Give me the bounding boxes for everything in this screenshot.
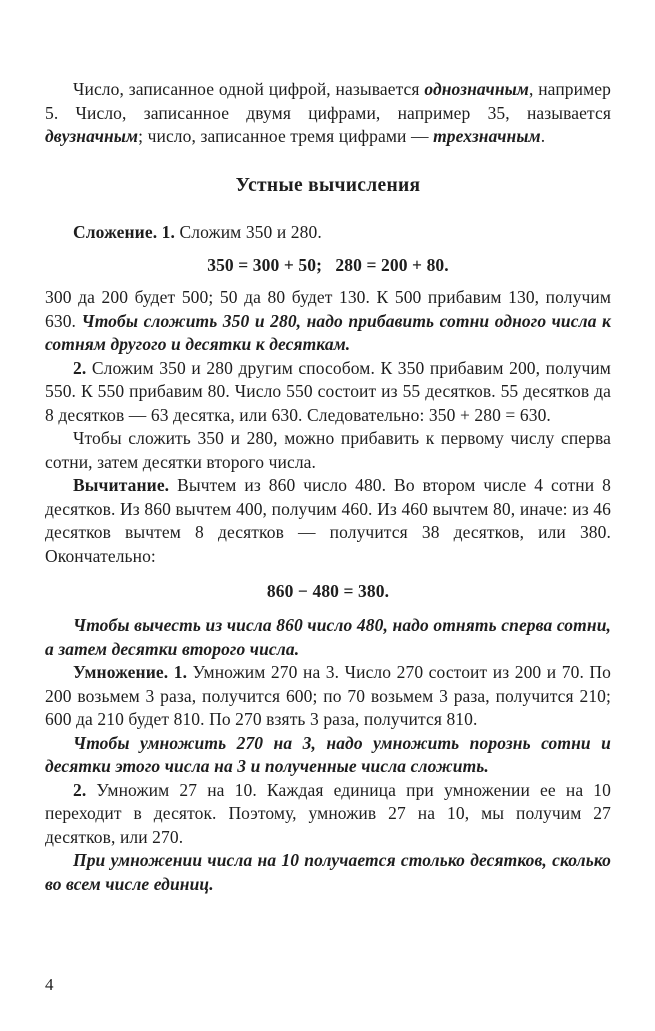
paragraph-subtraction-2 [45,614,611,661]
text-run: Число, записанное одной цифрой, называется [73,79,425,99]
paragraph-addition-2 [45,286,611,357]
text-run: Сложим 350 и 280. [175,221,322,242]
text-run: Умножим 270 на 3. Число 270 состоит из 200 и 70. По 200 возьмем 3 раза, получится 600; по 70 возьмем 3 раза, получится 210; 600 да 210 будет 810. По 270 взять 3 раза, получится 810. [45,662,612,729]
paragraph-multiplication-2 [45,732,611,779]
run-label-slozhenie: Сложение. 1. [73,221,176,242]
paragraph-addition-4 [45,427,611,474]
text-run: Сложим 350 и 280 другим способом. К 350 прибавим 200, получим 550. К 550 прибавим 80. Число 550 состоит из 55 десятков. 55 десятков да 8 десятков — 63 десятка, или 630. Следовательно: 350 + 280 = 630. [45,357,611,425]
rule-subtraction: Чтобы вычесть из числа 860 число 480, надо отнять сперва сотни, а затем десятки второго числа. [45,615,611,659]
text-run: Вычтем из 860 число 480. Во втором числе 4 сотни 8 десятков. Из 860 вычтем 400, получим 460. Из 460 вычтем 80, иначе: из 46 десятков вычтем 8 десятков — получится 38 десятков, или 380. Окончательно: [45,475,611,566]
page-number: 4 [45,975,54,994]
paragraph-number-definitions [45,78,611,149]
term-trekhznachnym: трехзначным [433,126,541,146]
term-dvuznachnym: двузначным [45,126,139,146]
paragraph-addition-3 [45,357,611,428]
text-run: . [540,126,546,146]
run-item-number: 2. [73,357,87,378]
text-run: 300 да 200 будет 500; 50 да 80 будет 130. К 500 прибавим 130, получим 630. [45,287,611,331]
formula-addition: 350 = 300 + 50; 280 = 200 + 80. [207,255,449,275]
rule-multiplication-by-10: При умножении числа на 10 получается столько десятков, сколько во всем числе единиц. [45,850,611,894]
text-run: ; число, записанное тремя цифрами — [138,126,434,146]
run-label-vychitanie: Вычитание. [73,475,170,495]
paragraph-multiplication-4 [45,849,611,896]
run-label-umnozhenie: Умножение. 1. [73,662,188,682]
paragraph-multiplication-1 [45,661,611,732]
paragraph-subtraction-1 [45,474,611,568]
run-item-number: 2. [73,779,87,800]
term-odnoznachnym: однозначным [424,79,529,99]
section-heading: Устные вычисления [235,174,421,196]
text-run: Умножим 27 на 10. Каждая единица при умножении ее на 10 переходит в десяток. Поэтому, умножив 27 на 10, мы получим 27 десятков, или 270. [45,779,611,847]
formula-subtraction: 860 − 480 = 380. [266,581,390,601]
paragraph-multiplication-3 [45,779,611,850]
text-run: , например 5. Число, записанное двумя цифрами, например 35, называется [45,79,611,123]
rule-multiplication: Чтобы умножить 270 на 3, надо умножить порознь сотни и десятки этого числа на 3 и полученные числа сложить. [45,732,611,776]
paragraph-addition-1 [45,221,611,245]
text-run: Чтобы сложить 350 и 280, можно прибавить к первому числу сперва сотни, затем десятки второго числа. [45,428,611,472]
rule-addition: Чтобы сложить 350 и 280, надо прибавить сотни одного числа к сотням другого и десятки к десяткам. [45,310,611,354]
